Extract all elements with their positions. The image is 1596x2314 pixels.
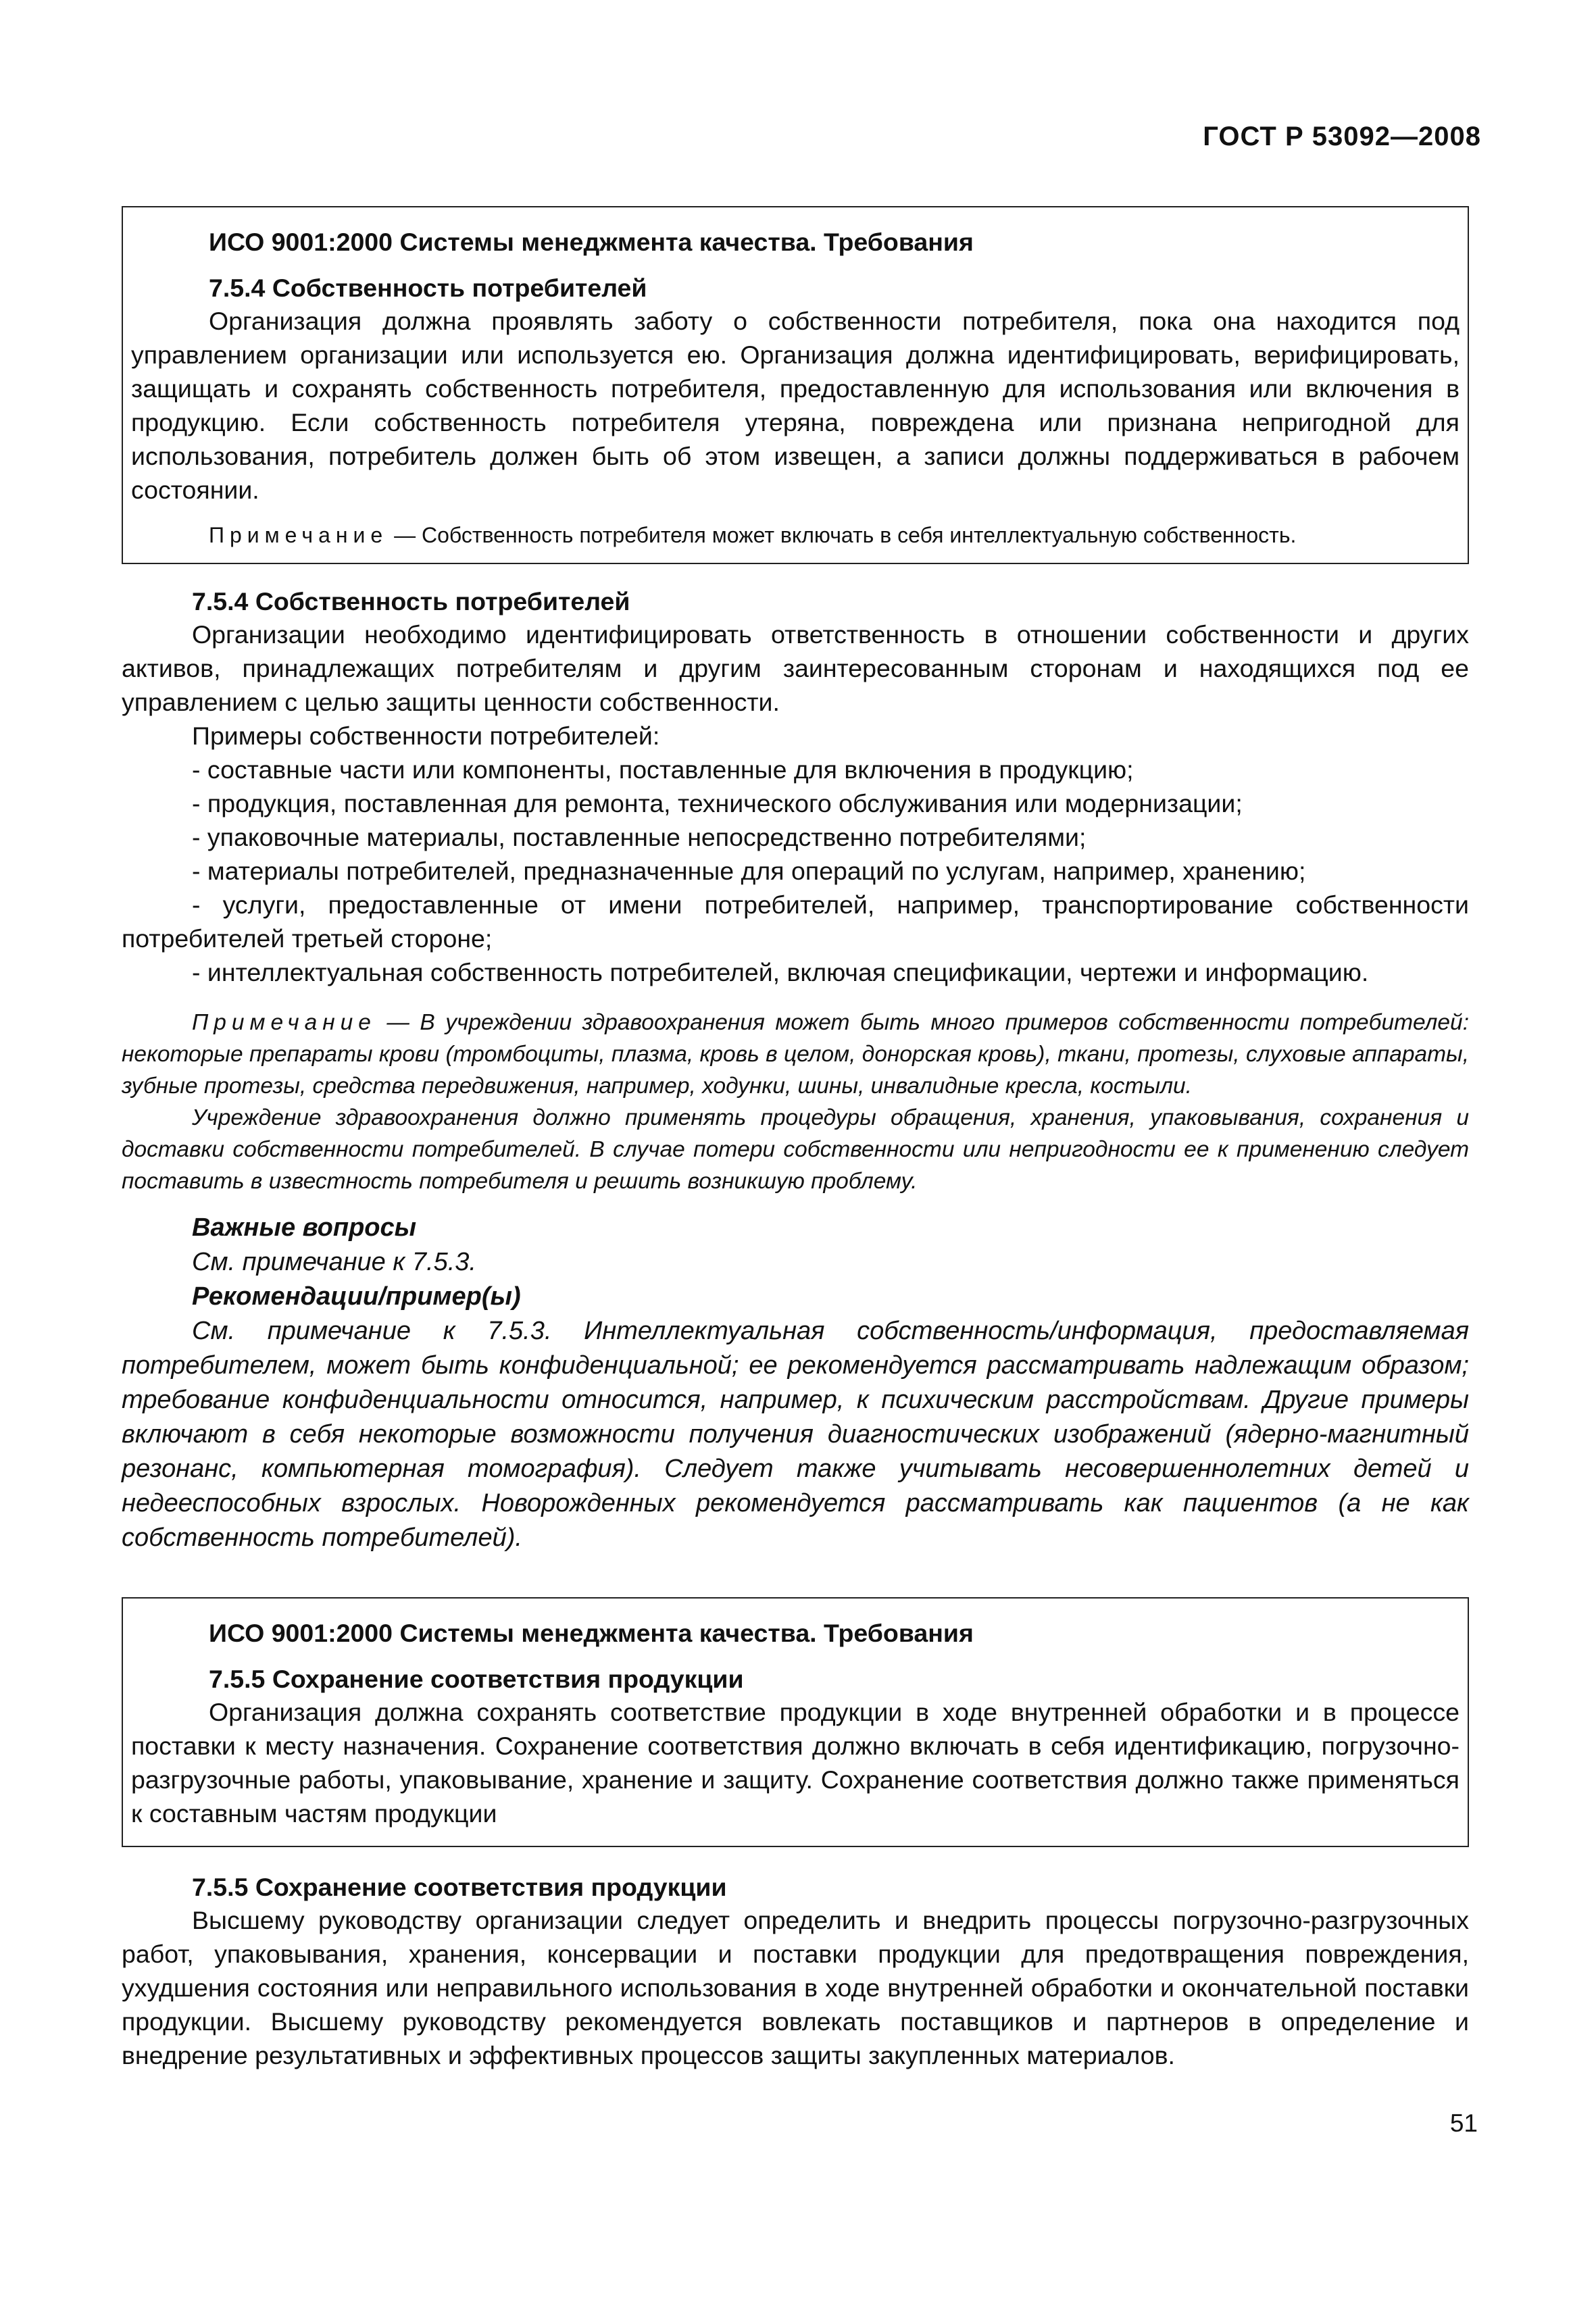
recommendations-heading: Рекомендации/пример(ы) — [192, 1282, 521, 1311]
note-paragraph-2: Учреждение здравоохранения должно применять процедуры обращения, хранения, упаковывания, сохранения и доставки собственности потребителей. В случае потери собственности или непригодности ее к применению следует поставить в известность потребителя и решить возникшую проблему. — [122, 1105, 1469, 1194]
list-item: - продукция, поставленная для ремонта, технического обслуживания или модернизации; — [192, 789, 1243, 818]
note-text: — В учреждении здравоохранения может быть много примеров собственности потребителей: некоторые препараты крови (тромбоциты, плазма, кровь в целом, донорская кровь), ткани, протезы, слуховые аппараты, зубные протезы, средства передвижения, например, ходунки, шины, инвалидные кресла, костыли. — [122, 1010, 1469, 1099]
note-label: Примечание — [209, 523, 389, 547]
recommendations-text: См. примечание к 7.5.3. Интеллектуальная собственность/информация, предоставляемая потребителем, может быть конфиденциальной; ее рекомендуется рассматривать надлежащим образом; требование конфиденциальности относится, например, к психическим расстройствам. Другие примеры включают в себя некоторые возможности получения диагностических изображений (ядерно-магнитный резонанс, компьютерная томография). Следует также учитывать несовершеннолетних детей и недееспособных взрослых. Новорожденных рекомендуется рассматривать как пациентов (а не как собственность потребителей). — [122, 1317, 1469, 1552]
guidance-section-7-5-5 — [122, 1871, 1469, 2072]
box-note — [209, 520, 1460, 550]
guidance-section-7-5-4 — [122, 585, 1469, 1555]
section-heading: 7.5.4 Собственность потребителей — [192, 587, 630, 615]
important-questions-heading: Важные вопросы — [192, 1213, 417, 1242]
iso-requirement-box-7-5-4 — [122, 206, 1469, 564]
list-item: - материалы потребителей, предназначенные для операций по услугам, например, хранению; — [192, 857, 1306, 885]
section-text: Высшему руководству организации следует определить и внедрить процессы погрузочно-разгрузочных работ, упаковывания, хранения, консервации и поставки продукции для предотвращения повреждения, ухудшения состояния или неправильного использования в ходе внутренней обработки и окончательной поставки продукции. Высшему руководству рекомендуется вовлекать поставщиков и партнеров в определение и внедрение результативных и эффективных процессов защиты закупленных материалов. — [122, 1906, 1469, 2069]
note-text: — Собственность потребителя может включать в себя интеллектуальную собственность. — [388, 523, 1297, 547]
box-clause-heading: 7.5.5 Сохранение соответствия продукции — [209, 1665, 744, 1693]
list-item: - составные части или компоненты, поставленные для включения в продукцию; — [192, 755, 1134, 784]
important-questions-block — [122, 1211, 1469, 1555]
list-item: - услуги, предоставленные от имени потребителей, например, транспортирование собственности потребителей третьей стороне; — [122, 890, 1469, 953]
box-clause-text: Организация должна проявлять заботу о собственности потребителя, пока она находится под управлением организации или используется ею. Организация должна идентифицировать, верифицировать, защищать и сохранять собственность потребителя, предоставленную для использования или включения в продукцию. Если собственность потребителя утеряна, повреждена или признана непригодной для использования, потребитель должен быть об этом извещен, а записи должны поддерживаться в рабочем состоянии. — [131, 307, 1460, 504]
note-label: Примечание — [192, 1010, 376, 1035]
box-title: ИСО 9001:2000 Системы менеджмента качества. Требования — [209, 228, 974, 256]
standard-code-header: ГОСТ Р 53092—2008 — [1203, 122, 1481, 151]
section-heading: 7.5.5 Сохранение соответствия продукции — [192, 1873, 727, 1901]
note-paragraph — [122, 1007, 1469, 1102]
important-questions-text: См. примечание к 7.5.3. — [192, 1248, 476, 1276]
section-intro: Организации необходимо идентифицировать ответственность в отношении собственности и других активов, принадлежащих потребителям и другим заинтересованным сторонам и находящихся под ее управлением с целью защиты ценности собственности. — [122, 620, 1469, 716]
examples-intro: Примеры собственности потребителей: — [192, 722, 660, 750]
list-item: - упаковочные материалы, поставленные непосредственно потребителями; — [192, 823, 1087, 851]
page-number: 51 — [1449, 2109, 1478, 2137]
box-clause-text: Организация должна сохранять соответствие продукции в ходе внутренней обработки и в процессе поставки к месту назначения. Сохранение соответствия должно включать в себя идентификацию, погрузочно-разгрузочные работы, упаковывание, хранение и защиту. Сохранение соответствия должно также применяться к составным частям продукции — [131, 1698, 1460, 1828]
box-title: ИСО 9001:2000 Системы менеджмента качества. Требования — [209, 1619, 974, 1647]
list-item: - интеллектуальная собственность потребителей, включая спецификации, чертежи и информацию. — [192, 958, 1369, 986]
healthcare-note — [122, 1007, 1469, 1197]
box-clause-heading: 7.5.4 Собственность потребителей — [209, 274, 647, 302]
iso-requirement-box-7-5-5 — [122, 1597, 1469, 1847]
